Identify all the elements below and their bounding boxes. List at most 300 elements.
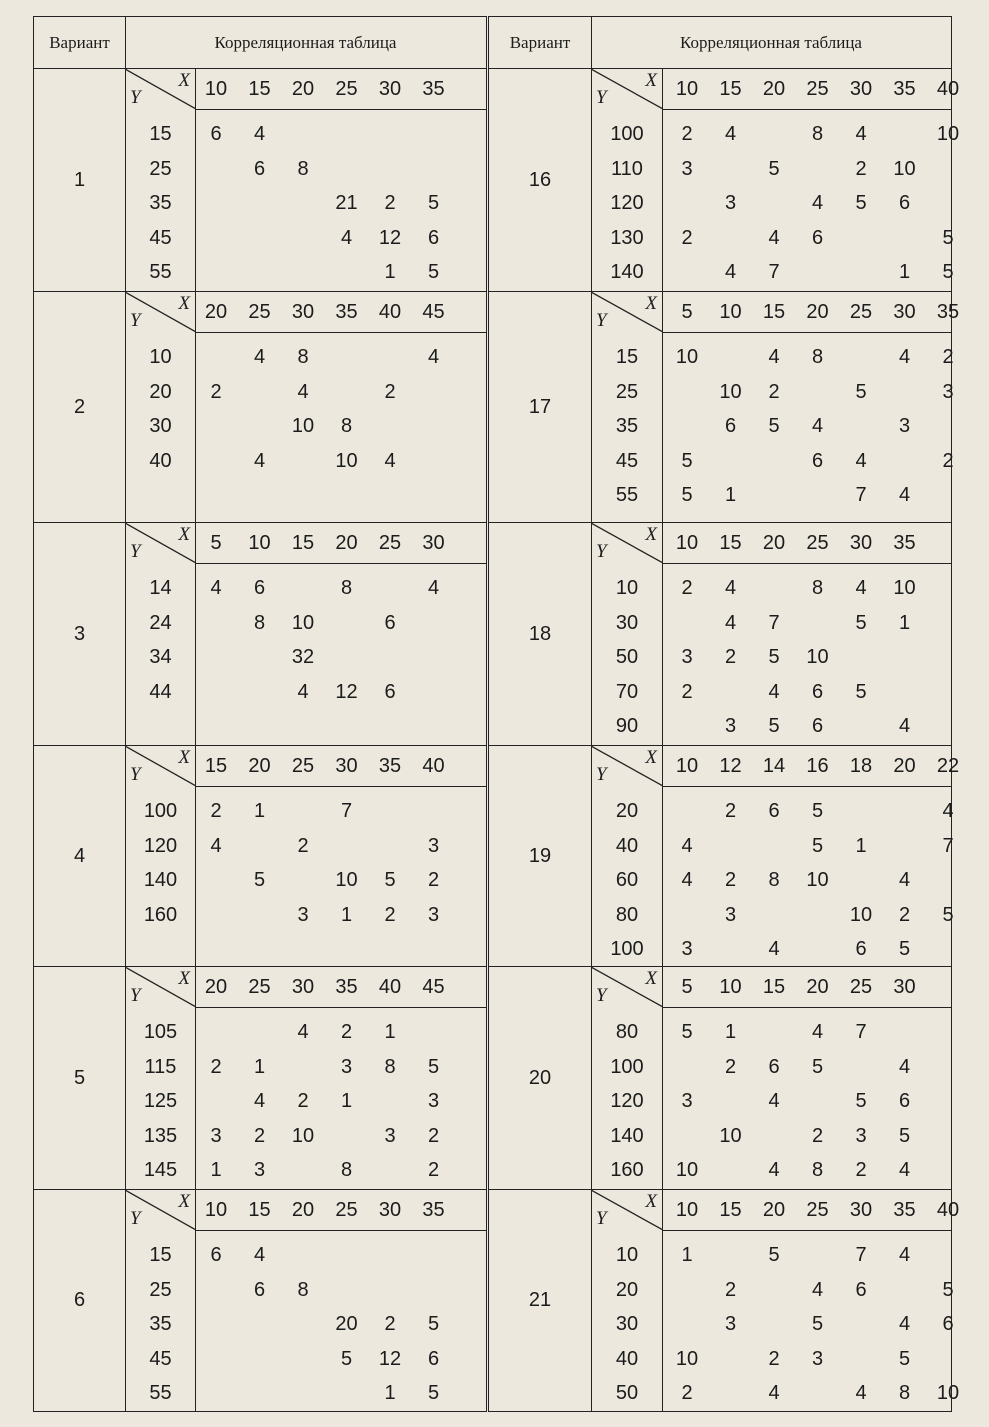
frequency-cell: 4 bbox=[768, 680, 780, 703]
y-value: 125 bbox=[143, 1090, 178, 1112]
frequency-cell: 2 bbox=[681, 1382, 693, 1404]
x-value: 35 bbox=[335, 976, 358, 998]
x-value: 5 bbox=[210, 532, 222, 554]
x-value: 10 bbox=[719, 976, 742, 998]
x-value: 25 bbox=[849, 976, 873, 998]
frequency-cell: 3 bbox=[427, 1090, 440, 1112]
frequency-cell: 5 bbox=[898, 938, 911, 960]
frequency-cell: 4 bbox=[253, 1090, 266, 1112]
frequency-cell: 12 bbox=[378, 1347, 402, 1370]
y-value: 35 bbox=[149, 192, 172, 214]
frequency-cell: 2 bbox=[898, 903, 911, 926]
y-value: 130 bbox=[610, 226, 644, 249]
y-value: 45 bbox=[149, 1347, 172, 1370]
frequency-cell: 6 bbox=[427, 1347, 440, 1370]
frequency-cell: 5 bbox=[811, 800, 824, 822]
frequency-cell: 3 bbox=[724, 1313, 737, 1335]
x-value: 15 bbox=[291, 532, 315, 554]
frequency-cell: 4 bbox=[898, 1244, 911, 1266]
frequency-cell: 1 bbox=[898, 611, 911, 634]
x-value: 30 bbox=[378, 1199, 402, 1221]
x-value: 35 bbox=[936, 301, 960, 323]
frequency-cell: 4 bbox=[297, 680, 309, 703]
frequency-cell: 4 bbox=[898, 484, 911, 506]
frequency-cell: 5 bbox=[811, 1055, 824, 1078]
frequency-cell: 2 bbox=[384, 903, 396, 926]
frequency-cell: 8 bbox=[297, 157, 309, 180]
y-value: 55 bbox=[149, 261, 172, 283]
y-value: 10 bbox=[615, 1244, 639, 1266]
y-value: 24 bbox=[149, 611, 172, 634]
y-value: 120 bbox=[610, 192, 644, 214]
frequency-cell: 7 bbox=[855, 1244, 867, 1266]
xy-corner-cell bbox=[591, 292, 663, 332]
frequency-cell: 6 bbox=[384, 680, 396, 703]
y-value: 20 bbox=[149, 380, 172, 403]
x-axis-symbol: X bbox=[178, 968, 190, 989]
frequency-cell: 4 bbox=[898, 1055, 911, 1078]
frequency-cell: 4 bbox=[898, 346, 911, 368]
frequency-cell: 1 bbox=[384, 261, 396, 283]
frequency-cell: 2 bbox=[297, 1090, 309, 1112]
xy-corner-cell bbox=[125, 69, 196, 109]
frequency-cell: 4 bbox=[427, 577, 440, 599]
frequency-cell: 2 bbox=[681, 680, 693, 703]
frequency-cell: 2 bbox=[210, 380, 222, 403]
y-value: 55 bbox=[149, 1382, 172, 1404]
frequency-cell: 10 bbox=[675, 1347, 699, 1370]
y-value: 25 bbox=[149, 157, 172, 180]
frequency-cell: 2 bbox=[210, 800, 222, 822]
variant-block bbox=[488, 68, 960, 291]
x-value: 30 bbox=[849, 1199, 873, 1221]
x-value: 30 bbox=[893, 301, 916, 323]
y-value: 140 bbox=[610, 261, 644, 283]
x-value: 10 bbox=[675, 532, 699, 554]
frequency-cell: 4 bbox=[768, 1159, 780, 1181]
y-value: 45 bbox=[615, 449, 639, 472]
frequency-cell: 5 bbox=[681, 484, 693, 506]
frequency-cell: 12 bbox=[335, 680, 358, 703]
variant-number: 21 bbox=[489, 1190, 592, 1411]
y-value: 10 bbox=[149, 346, 172, 368]
left-column bbox=[33, 16, 487, 1412]
frequency-cell: 7 bbox=[942, 834, 954, 857]
frequency-cell: 8 bbox=[811, 1159, 824, 1181]
frequency-cell: 4 bbox=[384, 449, 396, 472]
xy-corner-cell bbox=[591, 967, 663, 1007]
frequency-cell: 5 bbox=[811, 834, 824, 857]
x-axis-symbol: X bbox=[645, 1191, 657, 1212]
x-value: 35 bbox=[378, 755, 402, 777]
x-header-rule bbox=[196, 109, 486, 110]
y-value: 140 bbox=[610, 1124, 644, 1147]
x-value: 15 bbox=[762, 301, 786, 323]
frequency-cell: 3 bbox=[724, 192, 737, 214]
frequency-cell: 10 bbox=[936, 1382, 960, 1404]
frequency-cell: 5 bbox=[768, 415, 780, 437]
y-value: 50 bbox=[615, 646, 639, 668]
y-value: 55 bbox=[615, 484, 639, 506]
y-value: 50 bbox=[615, 1382, 639, 1404]
x-axis-symbol: X bbox=[645, 524, 657, 545]
x-value: 15 bbox=[719, 1199, 742, 1221]
y-value: 110 bbox=[611, 157, 643, 180]
x-axis-symbol: X bbox=[178, 524, 190, 545]
frequency-cell: 10 bbox=[806, 869, 829, 891]
x-value: 20 bbox=[291, 1199, 315, 1221]
frequency-cell: 4 bbox=[768, 1090, 780, 1112]
variant-block bbox=[488, 745, 960, 966]
frequency-cell: 3 bbox=[253, 1159, 266, 1181]
x-axis-symbol: X bbox=[178, 747, 190, 768]
frequency-cell: 1 bbox=[384, 1021, 396, 1043]
x-value: 20 bbox=[762, 532, 786, 554]
frequency-cell: 5 bbox=[811, 1313, 824, 1335]
frequency-cell: 10 bbox=[719, 1124, 742, 1147]
x-value: 30 bbox=[422, 532, 445, 554]
frequency-cell: 4 bbox=[297, 380, 309, 403]
frequency-cell: 4 bbox=[427, 346, 440, 368]
x-value: 30 bbox=[849, 78, 873, 100]
y-value: 40 bbox=[149, 449, 172, 472]
x-axis-symbol: X bbox=[645, 70, 657, 91]
frequency-cell: 4 bbox=[811, 1021, 824, 1043]
frequency-cell: 2 bbox=[811, 1124, 824, 1147]
frequency-cell: 3 bbox=[898, 415, 911, 437]
frequency-cell: 4 bbox=[898, 1159, 911, 1181]
table-header: Корреляционная таблица bbox=[680, 32, 862, 52]
frequency-cell: 7 bbox=[855, 484, 867, 506]
x-header-rule bbox=[663, 786, 951, 787]
frequency-cell: 8 bbox=[811, 123, 824, 145]
variant-block bbox=[33, 522, 487, 745]
frequency-cell: 4 bbox=[855, 449, 867, 472]
x-header-rule bbox=[196, 332, 486, 333]
frequency-cell: 2 bbox=[384, 1313, 396, 1335]
y-value: 120 bbox=[610, 1090, 644, 1112]
x-value: 20 bbox=[248, 755, 271, 777]
frequency-cell: 6 bbox=[811, 449, 824, 472]
x-value: 25 bbox=[248, 976, 271, 998]
variant-number: 1 bbox=[34, 69, 126, 291]
y-value: 35 bbox=[149, 1313, 172, 1335]
variant-number: 18 bbox=[489, 523, 592, 745]
y-axis-symbol: Y bbox=[130, 764, 141, 785]
xy-corner-cell bbox=[591, 69, 663, 109]
variant-number: 19 bbox=[489, 746, 592, 966]
x-value: 35 bbox=[893, 1199, 916, 1221]
right-column bbox=[488, 16, 960, 1412]
xy-corner-cell bbox=[591, 1190, 663, 1230]
frequency-cell: 4 bbox=[898, 715, 911, 737]
frequency-cell: 1 bbox=[681, 1244, 693, 1266]
xy-corner-cell bbox=[125, 1190, 196, 1230]
x-axis-symbol: X bbox=[178, 293, 190, 314]
frequency-cell: 2 bbox=[855, 157, 867, 180]
frequency-cell: 8 bbox=[898, 1382, 911, 1404]
y-value: 100 bbox=[143, 800, 178, 822]
y-value: 40 bbox=[615, 1347, 639, 1370]
frequency-cell: 2 bbox=[681, 226, 693, 249]
frequency-cell: 6 bbox=[811, 715, 824, 737]
frequency-cell: 6 bbox=[253, 1278, 266, 1301]
frequency-cell: 5 bbox=[427, 1055, 440, 1078]
frequency-cell: 6 bbox=[210, 123, 222, 145]
x-value: 40 bbox=[422, 755, 445, 777]
frequency-cell: 8 bbox=[297, 1278, 309, 1301]
y-value: 15 bbox=[149, 1244, 172, 1266]
y-value: 140 bbox=[143, 869, 178, 891]
y-value: 145 bbox=[143, 1159, 178, 1181]
y-axis-symbol: Y bbox=[130, 541, 141, 562]
x-value: 40 bbox=[936, 1199, 960, 1221]
y-axis-symbol: Y bbox=[596, 764, 607, 785]
xy-corner-cell bbox=[591, 523, 663, 563]
frequency-cell: 3 bbox=[340, 1055, 353, 1078]
variant-header: Вариант bbox=[489, 17, 592, 68]
y-value: 70 bbox=[615, 680, 639, 703]
frequency-cell: 2 bbox=[681, 123, 693, 145]
x-value: 25 bbox=[849, 301, 873, 323]
variant-block bbox=[33, 68, 487, 291]
frequency-cell: 6 bbox=[210, 1244, 222, 1266]
frequency-cell: 2 bbox=[768, 380, 780, 403]
frequency-cell: 4 bbox=[724, 577, 737, 599]
frequency-cell: 1 bbox=[253, 1055, 266, 1078]
xy-corner-cell bbox=[591, 746, 663, 786]
frequency-cell: 5 bbox=[340, 1347, 353, 1370]
x-value: 22 bbox=[936, 755, 960, 777]
x-value: 10 bbox=[204, 78, 228, 100]
frequency-cell: 5 bbox=[427, 1313, 440, 1335]
x-value: 20 bbox=[204, 301, 228, 323]
x-value: 25 bbox=[248, 301, 271, 323]
frequency-cell: 10 bbox=[291, 1124, 315, 1147]
frequency-cell: 5 bbox=[681, 449, 693, 472]
frequency-cell: 3 bbox=[724, 715, 737, 737]
x-value: 40 bbox=[378, 976, 402, 998]
variant-block bbox=[488, 966, 952, 1189]
x-header-rule bbox=[196, 786, 486, 787]
y-value: 25 bbox=[149, 1278, 172, 1301]
variant-number: 2 bbox=[34, 292, 126, 522]
frequency-cell: 8 bbox=[253, 611, 266, 634]
frequency-cell: 5 bbox=[898, 1124, 911, 1147]
frequency-cell: 3 bbox=[811, 1347, 824, 1370]
frequency-cell: 5 bbox=[942, 226, 954, 249]
frequency-cell: 5 bbox=[942, 903, 954, 926]
frequency-cell: 7 bbox=[855, 1021, 867, 1043]
y-value: 40 bbox=[615, 834, 639, 857]
frequency-cell: 8 bbox=[384, 1055, 396, 1078]
frequency-cell: 5 bbox=[768, 157, 780, 180]
x-value: 25 bbox=[806, 1199, 829, 1221]
frequency-cell: 5 bbox=[768, 1244, 780, 1266]
x-header-rule bbox=[196, 1007, 486, 1008]
frequency-cell: 5 bbox=[681, 1021, 693, 1043]
x-value: 30 bbox=[849, 532, 873, 554]
frequency-cell: 6 bbox=[898, 192, 911, 214]
x-value: 35 bbox=[422, 1199, 445, 1221]
x-value: 40 bbox=[936, 78, 960, 100]
y-value: 60 bbox=[615, 869, 639, 891]
x-value: 25 bbox=[806, 532, 829, 554]
x-header-rule bbox=[196, 563, 486, 564]
y-value: 34 bbox=[149, 646, 172, 668]
variant-block bbox=[488, 1189, 960, 1412]
x-value: 20 bbox=[762, 1199, 786, 1221]
x-value: 30 bbox=[291, 301, 315, 323]
frequency-cell: 4 bbox=[898, 1313, 911, 1335]
frequency-cell: 8 bbox=[340, 577, 353, 599]
table-header: Корреляционная таблица bbox=[214, 32, 397, 52]
frequency-cell: 2 bbox=[427, 1124, 440, 1147]
x-value: 14 bbox=[762, 755, 786, 777]
x-value: 10 bbox=[675, 755, 699, 777]
frequency-cell: 5 bbox=[942, 1278, 954, 1301]
x-value: 35 bbox=[893, 532, 916, 554]
y-value: 105 bbox=[143, 1021, 178, 1043]
frequency-cell: 8 bbox=[340, 415, 353, 437]
frequency-cell: 10 bbox=[291, 611, 315, 634]
y-axis-symbol: Y bbox=[596, 985, 607, 1006]
frequency-cell: 5 bbox=[942, 261, 954, 283]
frequency-cell: 1 bbox=[724, 1021, 737, 1043]
x-header-rule bbox=[663, 1007, 951, 1008]
frequency-cell: 7 bbox=[340, 800, 353, 822]
x-value: 18 bbox=[849, 755, 873, 777]
frequency-cell: 10 bbox=[936, 123, 960, 145]
column-header bbox=[33, 16, 487, 68]
x-value: 20 bbox=[204, 976, 228, 998]
variant-number: 6 bbox=[34, 1190, 126, 1411]
frequency-cell: 1 bbox=[384, 1382, 396, 1404]
y-value: 25 bbox=[615, 380, 639, 403]
frequency-cell: 4 bbox=[855, 577, 867, 599]
frequency-cell: 5 bbox=[384, 869, 396, 891]
frequency-cell: 5 bbox=[768, 715, 780, 737]
x-value: 45 bbox=[422, 976, 445, 998]
variant-number: 17 bbox=[489, 292, 592, 522]
x-value: 35 bbox=[893, 78, 916, 100]
y-value: 100 bbox=[610, 1055, 644, 1078]
y-value: 10 bbox=[615, 577, 639, 599]
frequency-cell: 3 bbox=[681, 157, 693, 180]
frequency-cell: 5 bbox=[855, 1090, 867, 1112]
x-value: 40 bbox=[378, 301, 402, 323]
frequency-cell: 4 bbox=[681, 869, 693, 891]
frequency-cell: 2 bbox=[724, 1055, 737, 1078]
xy-corner-cell bbox=[125, 523, 196, 563]
y-value: 20 bbox=[615, 1278, 639, 1301]
x-value: 25 bbox=[291, 755, 315, 777]
frequency-cell: 3 bbox=[297, 903, 309, 926]
frequency-cell: 4 bbox=[681, 834, 693, 857]
variant-block bbox=[33, 966, 487, 1189]
frequency-cell: 2 bbox=[384, 380, 396, 403]
frequency-cell: 4 bbox=[898, 869, 911, 891]
frequency-cell: 4 bbox=[811, 192, 824, 214]
xy-corner-cell bbox=[125, 967, 196, 1007]
frequency-cell: 2 bbox=[768, 1347, 780, 1370]
y-axis-symbol: Y bbox=[130, 1208, 141, 1229]
x-value: 20 bbox=[762, 78, 786, 100]
frequency-cell: 8 bbox=[297, 346, 309, 368]
frequency-cell: 10 bbox=[675, 346, 699, 368]
frequency-cell: 2 bbox=[340, 1021, 353, 1043]
frequency-cell: 3 bbox=[942, 380, 954, 403]
frequency-cell: 3 bbox=[427, 834, 440, 857]
x-value: 5 bbox=[681, 301, 693, 323]
variant-block bbox=[33, 745, 487, 966]
variant-number: 16 bbox=[489, 69, 592, 291]
y-value: 14 bbox=[149, 577, 172, 599]
frequency-cell: 4 bbox=[811, 1278, 824, 1301]
frequency-cell: 5 bbox=[427, 192, 440, 214]
x-value: 30 bbox=[893, 976, 916, 998]
y-value: 44 bbox=[149, 680, 172, 703]
variant-block bbox=[33, 291, 487, 522]
x-axis-symbol: X bbox=[645, 968, 657, 989]
y-value: 135 bbox=[143, 1124, 178, 1147]
frequency-cell: 4 bbox=[768, 938, 780, 960]
x-value: 10 bbox=[675, 1199, 699, 1221]
frequency-cell: 10 bbox=[806, 646, 829, 668]
x-value: 30 bbox=[335, 755, 358, 777]
x-value: 20 bbox=[335, 532, 358, 554]
x-value: 25 bbox=[335, 78, 358, 100]
frequency-cell: 2 bbox=[681, 577, 693, 599]
frequency-cell: 2 bbox=[210, 1055, 222, 1078]
frequency-cell: 6 bbox=[942, 1313, 954, 1335]
frequency-cell: 2 bbox=[942, 449, 954, 472]
frequency-cell: 20 bbox=[335, 1313, 358, 1335]
y-value: 80 bbox=[615, 903, 639, 926]
frequency-cell: 1 bbox=[210, 1159, 222, 1181]
y-value: 115 bbox=[144, 1055, 177, 1078]
x-header-rule bbox=[663, 332, 951, 333]
column-header bbox=[488, 16, 952, 68]
frequency-cell: 5 bbox=[253, 869, 266, 891]
x-value: 35 bbox=[335, 301, 358, 323]
y-value: 120 bbox=[143, 834, 178, 857]
frequency-cell: 2 bbox=[297, 834, 309, 857]
variant-number: 3 bbox=[34, 523, 126, 745]
frequency-cell: 6 bbox=[811, 226, 824, 249]
frequency-cell: 6 bbox=[427, 226, 440, 249]
y-axis-symbol: Y bbox=[130, 985, 141, 1006]
frequency-cell: 4 bbox=[253, 346, 266, 368]
x-value: 10 bbox=[248, 532, 271, 554]
x-value: 45 bbox=[422, 301, 445, 323]
y-value: 30 bbox=[615, 611, 639, 634]
y-value: 15 bbox=[149, 123, 172, 145]
x-value: 35 bbox=[422, 78, 445, 100]
x-value: 25 bbox=[806, 78, 829, 100]
x-axis-symbol: X bbox=[178, 70, 190, 91]
frequency-cell: 4 bbox=[724, 123, 737, 145]
x-value: 20 bbox=[806, 301, 829, 323]
y-value: 35 bbox=[615, 415, 639, 437]
frequency-cell: 10 bbox=[849, 903, 873, 926]
x-value: 15 bbox=[719, 532, 742, 554]
y-value: 90 bbox=[615, 715, 639, 737]
frequency-cell: 7 bbox=[768, 611, 780, 634]
frequency-cell: 4 bbox=[253, 123, 266, 145]
y-value: 160 bbox=[143, 903, 178, 926]
y-value: 160 bbox=[610, 1159, 644, 1181]
